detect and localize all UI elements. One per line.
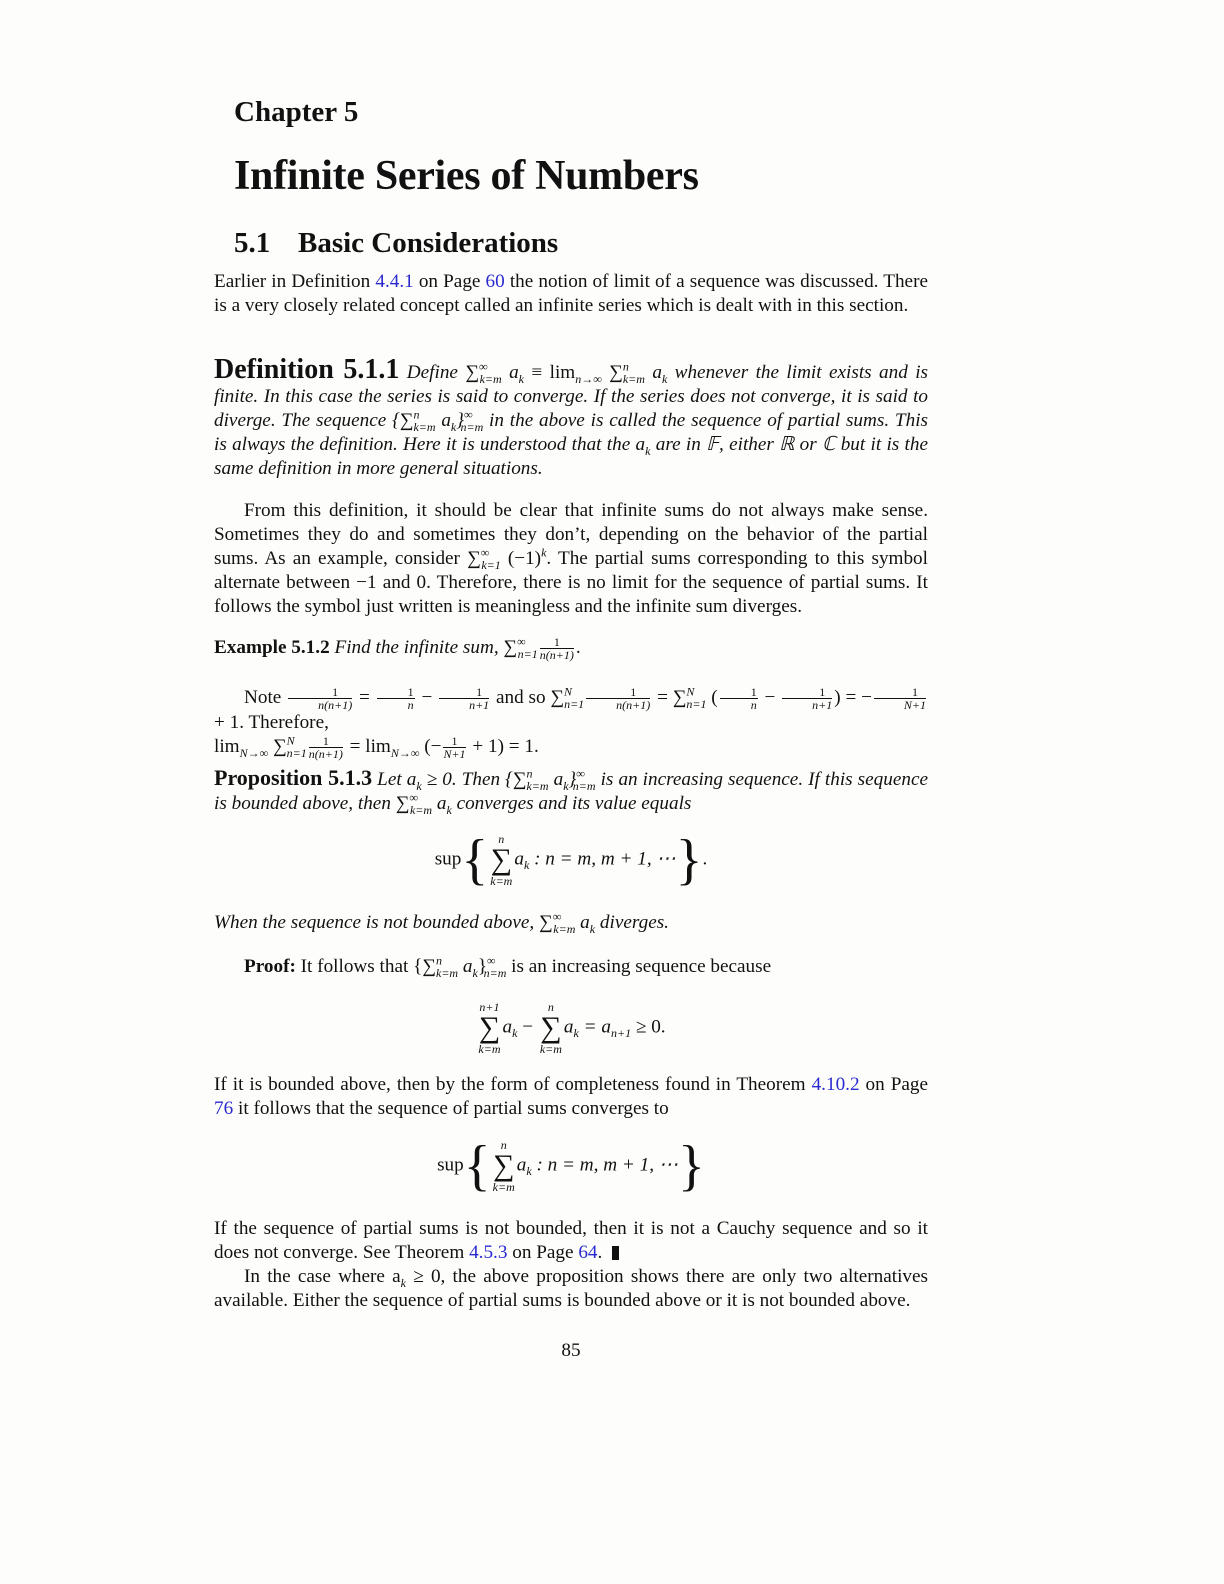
sub: n=1 <box>517 646 538 661</box>
denominator: n+1 <box>812 698 833 713</box>
proposition-block <box>214 766 928 816</box>
text: . The partial sums corresponding to this symbol alternate between −1 and 0. Therefore, there is no limit for the sequence of partial sums. It follows the symbol just written is meaningless and the infinite sum diverges. <box>214 548 928 617</box>
sub: k=m <box>413 419 436 434</box>
sup: N <box>286 733 295 748</box>
denominator: n(n+1) <box>616 698 651 713</box>
paragraph-2 <box>214 499 928 619</box>
sup-operator: sup <box>437 1154 464 1176</box>
definition-block <box>214 354 928 481</box>
sub: k <box>526 1164 532 1179</box>
sup: ∞ <box>576 766 585 781</box>
text: When the sequence is not bounded above, ∑ <box>214 912 553 933</box>
proof-paragraph <box>214 955 928 979</box>
text: − <box>759 687 781 708</box>
sup: ∞ <box>517 634 526 649</box>
sub: k <box>450 419 457 434</box>
denominator: N+1 <box>443 747 466 762</box>
sub: n→∞ <box>575 371 602 386</box>
fraction <box>377 686 415 711</box>
fraction <box>288 686 352 711</box>
sup: N <box>564 684 573 699</box>
var: a <box>563 1016 574 1038</box>
numerator: 1 <box>540 636 574 649</box>
sup: ∞ <box>479 359 488 374</box>
sub: N→∞ <box>239 745 269 760</box>
sigma: ∑ <box>540 1011 562 1044</box>
sigma: ∑ <box>490 843 512 876</box>
text: − <box>517 1016 538 1038</box>
proof-heading: Proof: <box>244 956 296 977</box>
text: ≡ lim <box>524 362 576 383</box>
text: ) = − <box>834 687 872 708</box>
fraction <box>309 735 343 760</box>
sup-operator: sup <box>434 848 462 870</box>
sup: ∞ <box>463 407 473 422</box>
text: is an increasing sequence because <box>506 956 772 977</box>
definition-heading: Definition 5.1.1 <box>214 354 400 385</box>
text: it follows that the sequence of partial sums converges to <box>233 1098 669 1119</box>
sub: k <box>400 1275 406 1290</box>
text: Earlier in Definition <box>214 271 376 292</box>
numerator: 1 <box>874 686 926 699</box>
text: on Page <box>413 271 486 292</box>
sub: k <box>472 965 478 980</box>
sub: k=m <box>622 371 645 386</box>
lower-limit: k=m <box>490 874 513 888</box>
upper-limit: n <box>498 832 505 846</box>
denominator: n <box>407 698 414 713</box>
denominator: n(n+1) <box>539 648 574 663</box>
text: ( <box>706 687 718 708</box>
ref-definition-link[interactable]: 4.4.1 <box>375 271 414 292</box>
sub: k <box>446 802 452 817</box>
sup: k <box>541 545 547 560</box>
sub: k=m <box>553 921 576 936</box>
left-brace: { <box>461 829 489 891</box>
var: a <box>502 1016 513 1038</box>
text: + 1) = 1. <box>467 736 539 758</box>
sub: n=m <box>460 419 484 434</box>
var: a <box>652 362 662 383</box>
sub: k=m <box>479 371 502 386</box>
numerator: 1 <box>720 686 758 699</box>
section-number: 5.1 <box>234 227 271 259</box>
ref-page-link[interactable]: 76 <box>214 1098 234 1119</box>
text: Find the infinite sum, ∑ <box>329 637 518 658</box>
text: . <box>597 1242 603 1263</box>
sigma: ∑ <box>465 362 480 383</box>
ref-page-link[interactable]: 60 <box>485 271 505 292</box>
sub: n=m <box>572 778 596 793</box>
text: From this definition, it should be clear that infinite sums do not always make sense. Sometimes they do and sometimes they don’t, depending on the behavior of the partial sums. As an example, consider ∑ <box>214 500 928 569</box>
text: Note <box>244 687 287 708</box>
sub: n=1 <box>686 696 707 711</box>
fraction <box>443 735 465 760</box>
numerator: 1 <box>377 686 415 699</box>
sup: n <box>413 407 420 422</box>
sub: k <box>518 371 524 386</box>
sup: n <box>436 953 442 968</box>
var: a <box>516 1154 527 1176</box>
sub: k <box>589 921 596 936</box>
text: ≥ 0, the above proposition shows there are only two alternatives available. Either the sequence of partial sums is bounded above or it is not bounded above. <box>214 1266 928 1311</box>
upper-limit: n+1 <box>479 1000 500 1014</box>
denominator: n(n+1) <box>308 747 343 762</box>
upper-limit: n <box>547 1000 554 1014</box>
display-equation-sup <box>214 830 928 890</box>
ref-page-link[interactable]: 64 <box>578 1242 598 1263</box>
text: in the above is called the sequence of partial sums. This is always the definition. Here it is understood that the a <box>214 410 928 455</box>
var: a <box>548 769 564 790</box>
sub: N→∞ <box>390 745 420 760</box>
text: If it is bounded above, then by the form of completeness found in Theorem <box>214 1074 812 1095</box>
sup: ∞ <box>409 790 418 805</box>
proof-paragraph-2 <box>214 1073 928 1121</box>
text: Define <box>399 362 466 383</box>
text: = a <box>578 1016 611 1038</box>
lower-limit: k=m <box>478 1042 501 1056</box>
right-brace: } <box>678 1135 705 1197</box>
ref-theorem-link[interactable]: 4.10.2 <box>811 1074 860 1095</box>
sub: k <box>645 443 651 458</box>
text: } <box>456 410 464 431</box>
sup: ∞ <box>480 545 490 560</box>
qed-mark <box>612 1246 619 1260</box>
note-paragraph <box>214 686 928 760</box>
example-block <box>214 636 928 661</box>
var: a <box>509 362 519 383</box>
denominator: n+1 <box>469 698 490 713</box>
var: a <box>575 912 590 933</box>
text: } <box>477 956 488 977</box>
summation <box>490 832 512 888</box>
sub: n=m <box>483 965 507 980</box>
text: . <box>575 637 581 658</box>
proposition-conclusion <box>214 911 928 935</box>
sub: k=1 <box>481 557 501 572</box>
text: = ∑ <box>652 687 687 708</box>
summation <box>478 1000 500 1056</box>
sigma: ∑ <box>492 1149 515 1182</box>
var: a <box>514 848 524 870</box>
sub: n=1 <box>564 696 585 711</box>
text: are in 𝔽, either ℝ or ℂ but it is the same definition in more general situations. <box>214 434 928 479</box>
text: on Page <box>507 1242 579 1263</box>
fraction <box>782 686 832 711</box>
var: a <box>432 793 447 814</box>
text: : n = m, m + 1, ⋯ <box>529 848 676 870</box>
denominator: N+1 <box>903 698 926 713</box>
text: ∑ <box>268 736 287 758</box>
section-name: Basic Considerations <box>298 227 559 259</box>
sub: n=1 <box>286 745 307 760</box>
summation <box>540 1000 562 1056</box>
sup: n <box>622 359 629 374</box>
sup: N <box>686 684 695 699</box>
right-brace: } <box>675 829 703 891</box>
denominator: n(n+1) <box>318 698 353 713</box>
example-heading: Example 5.1.2 <box>214 637 330 658</box>
fraction <box>439 686 489 711</box>
denominator: n <box>750 698 757 713</box>
text: = lim <box>344 736 391 758</box>
numerator: 1 <box>288 686 352 699</box>
text: the notion of limit of a sequence was discussed. There is a very closely related concept called an infinite series which is dealt with in this section. <box>214 271 928 316</box>
var: a <box>435 410 451 431</box>
text: converges and its value equals <box>451 793 692 814</box>
text: (−1) <box>500 548 542 569</box>
sub: k <box>563 778 569 793</box>
section-title <box>234 227 558 260</box>
sup: ∞ <box>487 953 496 968</box>
text: In the case where a <box>244 1266 401 1287</box>
text: : n = m, m + 1, ⋯ <box>531 1154 678 1176</box>
sigma: ∑ <box>601 362 623 383</box>
display-equation-sup-2 <box>214 1136 928 1196</box>
text: + 1. Therefore, <box>214 712 329 734</box>
sub: k <box>573 1026 579 1041</box>
sub: k <box>416 778 422 793</box>
proof-paragraph-3 <box>214 1217 928 1313</box>
text: . <box>702 848 708 870</box>
text: on Page <box>859 1074 928 1095</box>
text: ≥ 0. <box>631 1016 666 1038</box>
fraction <box>874 686 926 711</box>
sub: k=m <box>436 965 459 980</box>
text: (− <box>419 736 442 758</box>
chapter-title: Infinite Series of Numbers <box>234 153 699 199</box>
numerator: 1 <box>443 735 465 748</box>
numerator: 1 <box>309 735 343 748</box>
text: lim <box>214 736 240 758</box>
text: } <box>568 769 577 790</box>
text: and so ∑ <box>491 687 565 708</box>
sub: n+1 <box>610 1026 632 1041</box>
sub: k <box>661 371 668 386</box>
text: − <box>416 687 438 708</box>
var: a <box>458 956 473 977</box>
fraction <box>540 636 574 661</box>
upper-limit: n <box>500 1138 507 1152</box>
ref-theorem-link[interactable]: 4.5.3 <box>469 1242 508 1263</box>
fraction <box>720 686 758 711</box>
numerator: 1 <box>782 686 832 699</box>
sup: n <box>526 766 533 781</box>
fraction <box>586 686 650 711</box>
lower-limit: k=m <box>539 1042 562 1056</box>
text: It follows that {∑ <box>295 956 436 977</box>
sub: k <box>523 858 530 873</box>
proposition-heading: Proposition 5.1.3 <box>214 765 373 790</box>
summation <box>493 1138 515 1194</box>
sub: k <box>512 1026 518 1041</box>
numerator: 1 <box>586 686 650 699</box>
sub: k=m <box>526 778 549 793</box>
sub: k=m <box>409 802 433 817</box>
text: whenever the limit exists and is finite. In this case the series is said to converge. If the series does not converge, it is said to diverge. The sequence {∑ <box>214 362 928 431</box>
display-equation-difference <box>214 1000 928 1056</box>
text: Let a <box>372 769 417 790</box>
text: = <box>354 687 375 708</box>
text: ≥ 0. Then {∑ <box>421 769 527 790</box>
intro-paragraph <box>214 270 928 318</box>
text: diverges. <box>595 912 669 933</box>
chapter-label: Chapter 5 <box>234 96 359 128</box>
text: If the sequence of partial sums is not bounded, then it is not a Cauchy sequence and so it does not converge. See Theorem <box>214 1218 928 1263</box>
text: is an increasing sequence. If this sequence is bounded above, then ∑ <box>214 769 928 814</box>
page-number: 85 <box>561 1340 581 1361</box>
numerator: 1 <box>439 686 489 699</box>
lower-limit: k=m <box>492 1180 515 1194</box>
left-brace: { <box>463 1135 491 1197</box>
sup: ∞ <box>552 909 562 924</box>
sigma: ∑ <box>478 1011 501 1044</box>
